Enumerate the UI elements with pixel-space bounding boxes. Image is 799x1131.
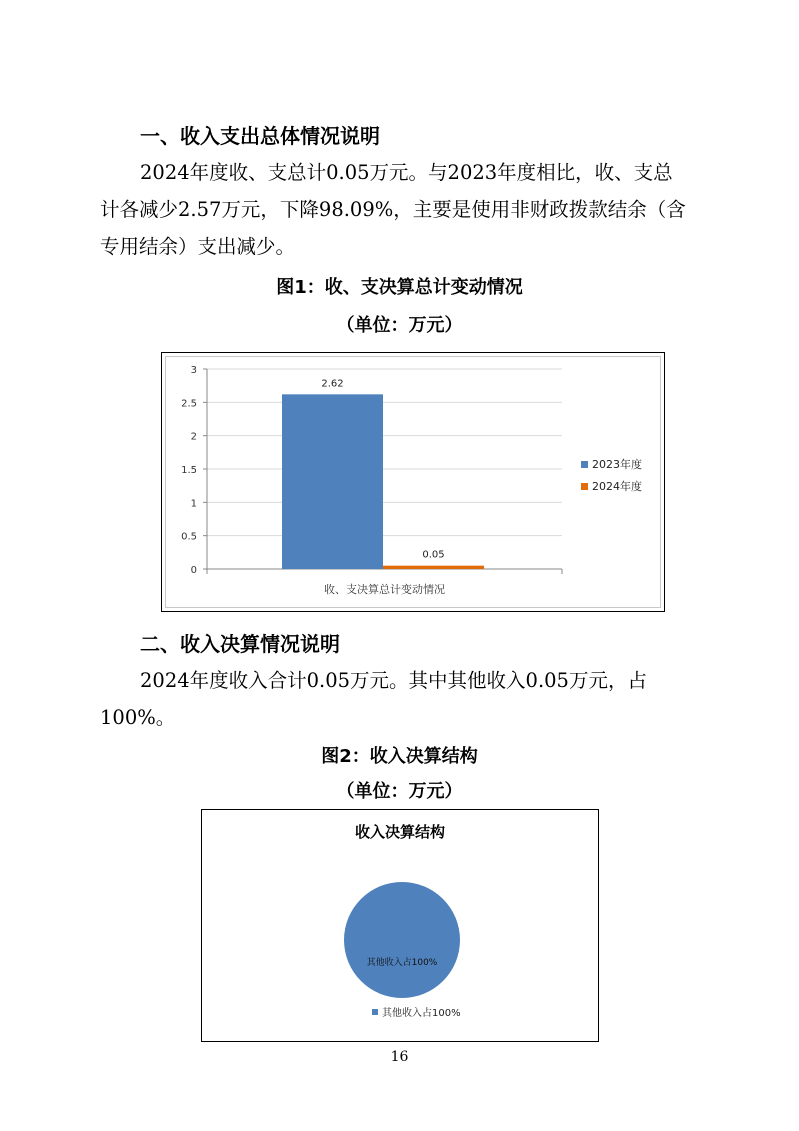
pie-title: 收入决算结构 — [354, 823, 446, 841]
section1-line3: 专用结余）支出减少。 — [100, 235, 296, 258]
legend-swatch — [581, 461, 588, 468]
y-tick-label: 0.5 — [181, 531, 197, 543]
legend-swatch — [581, 483, 588, 490]
section1-line1: 2024年度收、支总计0.05万元。与2023年度相比，收、支总 — [140, 161, 673, 184]
pie-slice-label: 其他收入占100% — [366, 958, 438, 968]
bar-2023 — [282, 394, 383, 569]
y-tick-label: 3 — [190, 365, 197, 376]
figure1-caption: 图1：收、支决算总计变动情况 — [276, 277, 523, 298]
y-tick-label: 0 — [190, 565, 197, 576]
y-tick-label: 1.5 — [181, 465, 197, 476]
y-tick-label: 2 — [190, 431, 197, 443]
legend-label: 2023年度 — [592, 458, 642, 471]
category-label: 收、支决算总计变动情况 — [324, 583, 445, 596]
bar-chart — [162, 353, 664, 611]
section2-heading: 二、收入决算情况说明 — [140, 632, 340, 656]
figure1-unit: （单位：万元） — [336, 315, 463, 336]
data-label: 0.05 — [422, 549, 445, 561]
legend-label: 其他收入占100% — [382, 1008, 461, 1019]
figure2-caption: 图2：收入决算结构 — [321, 746, 478, 767]
pie-chart — [202, 810, 598, 1041]
section2-line1: 2024年度收入合计0.05万元。其中其他收入0.05万元，占 — [140, 669, 647, 692]
bar-2024 — [383, 566, 484, 569]
section2-line2: 100%。 — [100, 706, 176, 729]
legend-swatch — [372, 1009, 378, 1015]
pie-slice — [344, 882, 460, 998]
data-label: 2.62 — [321, 378, 344, 390]
figure2-unit: （单位：万元） — [336, 781, 463, 802]
bar-chart-frame — [161, 352, 665, 612]
legend-label: 2024年度 — [592, 480, 642, 493]
section1-line2: 计各减少2.57万元，下降98.09%，主要是使用非财政拨款结余（含 — [100, 198, 686, 221]
page-number: 16 — [390, 1049, 409, 1065]
pie-chart-frame — [201, 809, 599, 1042]
y-tick-label: 2.5 — [181, 398, 197, 410]
y-tick-label: 1 — [190, 498, 197, 510]
section1-heading: 一、收入支出总体情况说明 — [140, 124, 380, 148]
